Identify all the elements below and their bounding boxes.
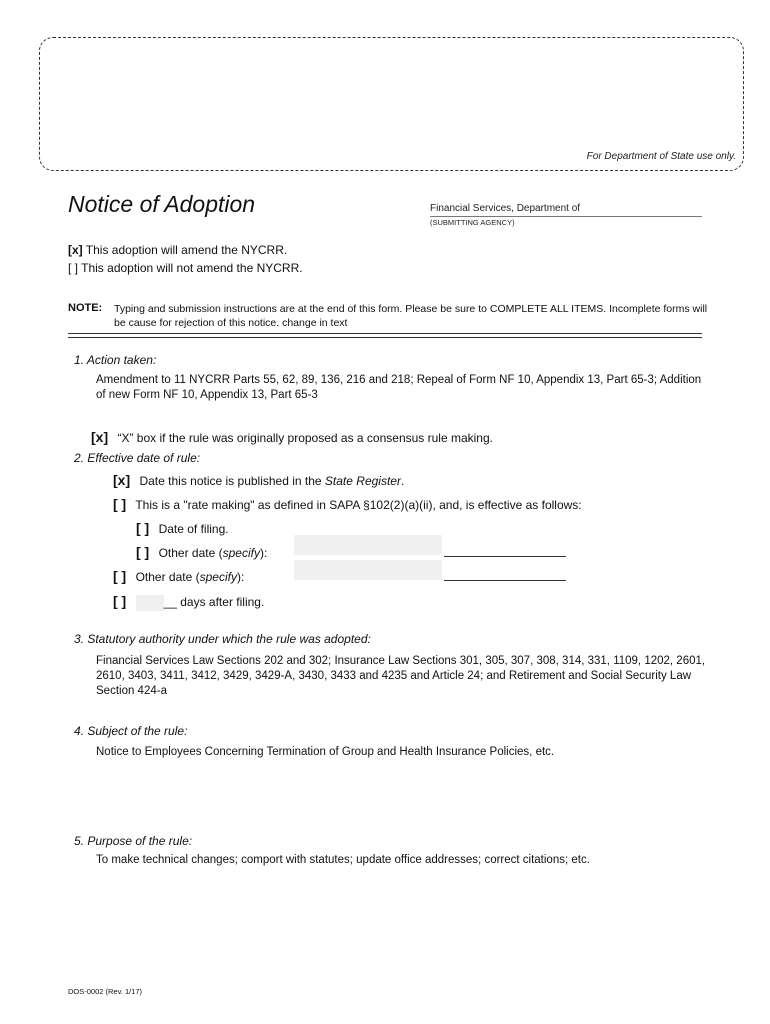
- form-number: DOS-0002 (Rev. 1/17): [68, 987, 143, 996]
- date-of-filing-option[interactable]: [136, 520, 229, 536]
- checkbox-checked[interactable]: [x]: [91, 429, 109, 445]
- other-date-sub-line: [444, 556, 566, 557]
- section-1-text[interactable]: Amendment to 11 NYCRR Parts 55, 62, 89, 136, 216 and 218; Repeal of Form NF 10, Appendix 13, Part 65-3; Addition of new Form NF 10, Appendix 13, Part 65-3: [96, 374, 702, 401]
- amend-option-no[interactable]: [68, 261, 303, 275]
- submitting-agency-value[interactable]: Financial Services, Department of: [430, 203, 581, 214]
- section-4-text[interactable]: Notice to Employees Concerning Termination of Group and Health Insurance Policies, etc.: [96, 746, 555, 758]
- checkbox-unchecked[interactable]: [ ]: [113, 568, 127, 584]
- days-after-input[interactable]: [136, 595, 164, 611]
- agency-underline: [430, 216, 702, 217]
- published-label-italic: State Register: [324, 474, 401, 488]
- other-date-sub-input[interactable]: [294, 535, 442, 555]
- rate-making-label: This is a "rate making" as defined in SAPA §102(2)(a)(ii), and, is effective as follows:: [135, 498, 582, 512]
- divider-line: [68, 337, 702, 338]
- state-use-label: For Department of State use only.: [586, 151, 736, 162]
- amend-option-yes[interactable]: [68, 243, 287, 257]
- amend-option-yes-label: This adoption will amend the NYCRR.: [85, 243, 288, 257]
- other-date-label-pre: Other date (: [135, 570, 200, 584]
- rate-making-option[interactable]: [113, 496, 582, 512]
- section-3-text[interactable]: Financial Services Law Sections 202 and 302; Insurance Law Sections 301, 305, 307, 308, 314, 331, 1109, 1202, 2601, 2610, 3403, 3411, 3412, 3429, 3429-A, 3430, 3433 and 4235 and Article 24; and Retirement and Social Security Law Section 424-a: [96, 655, 706, 697]
- checkbox-unchecked[interactable]: [ ]: [113, 593, 127, 609]
- checkbox-checked[interactable]: [x]: [113, 472, 131, 488]
- other-date-line: [444, 580, 566, 581]
- other-date-label-post: ):: [236, 570, 245, 584]
- checkbox-unchecked[interactable]: [ ]: [68, 261, 79, 275]
- other-date-sub-label-italic: specify: [222, 546, 260, 560]
- checkbox-unchecked[interactable]: [ ]: [136, 520, 150, 536]
- consensus-option[interactable]: [91, 429, 493, 445]
- published-label-pre: Date this notice is published in the: [139, 474, 325, 488]
- section-1-heading: 1. Action taken:: [74, 353, 157, 367]
- checkbox-unchecked[interactable]: [ ]: [113, 496, 127, 512]
- consensus-label: “X” box if the rule was originally proposed as a consensus rule making.: [117, 431, 493, 445]
- other-date-sub-option[interactable]: [136, 544, 267, 560]
- section-2-heading: 2. Effective date of rule:: [74, 451, 201, 465]
- other-date-option[interactable]: [113, 568, 244, 584]
- other-date-sub-label-post: ):: [259, 546, 268, 560]
- page-title: Notice of Adoption: [68, 191, 256, 217]
- checkbox-checked[interactable]: [x]: [68, 243, 83, 257]
- note-label: NOTE:: [68, 302, 103, 314]
- other-date-input[interactable]: [294, 560, 442, 580]
- amend-option-no-label: This adoption will not amend the NYCRR.: [81, 261, 303, 275]
- section-5-heading: 5. Purpose of the rule:: [74, 834, 193, 848]
- days-after-option[interactable]: [113, 593, 264, 611]
- other-date-label-italic: specify: [199, 570, 237, 584]
- submitting-agency-label: (SUBMITTING AGENCY): [430, 218, 515, 227]
- other-date-sub-label-pre: Other date (: [158, 546, 223, 560]
- published-label-post: .: [400, 474, 405, 488]
- section-5-text[interactable]: To make technical changes; comport with statutes; update office addresses; correct citations; etc.: [96, 854, 590, 866]
- divider-line: [68, 333, 702, 334]
- section-4-heading: 4. Subject of the rule:: [74, 724, 188, 738]
- note-text: Typing and submission instructions are at the end of this form. Please be sure to COMPLETE ALL ITEMS. Incomplete forms will be cause for rejection of this notice. change in text: [114, 303, 708, 329]
- published-option[interactable]: [113, 472, 404, 488]
- days-after-label: __ days after filing.: [163, 595, 265, 609]
- checkbox-unchecked[interactable]: [ ]: [136, 544, 150, 560]
- section-3-heading: 3. Statutory authority under which the rule was adopted:: [74, 632, 371, 646]
- date-of-filing-label: Date of filing.: [158, 522, 229, 536]
